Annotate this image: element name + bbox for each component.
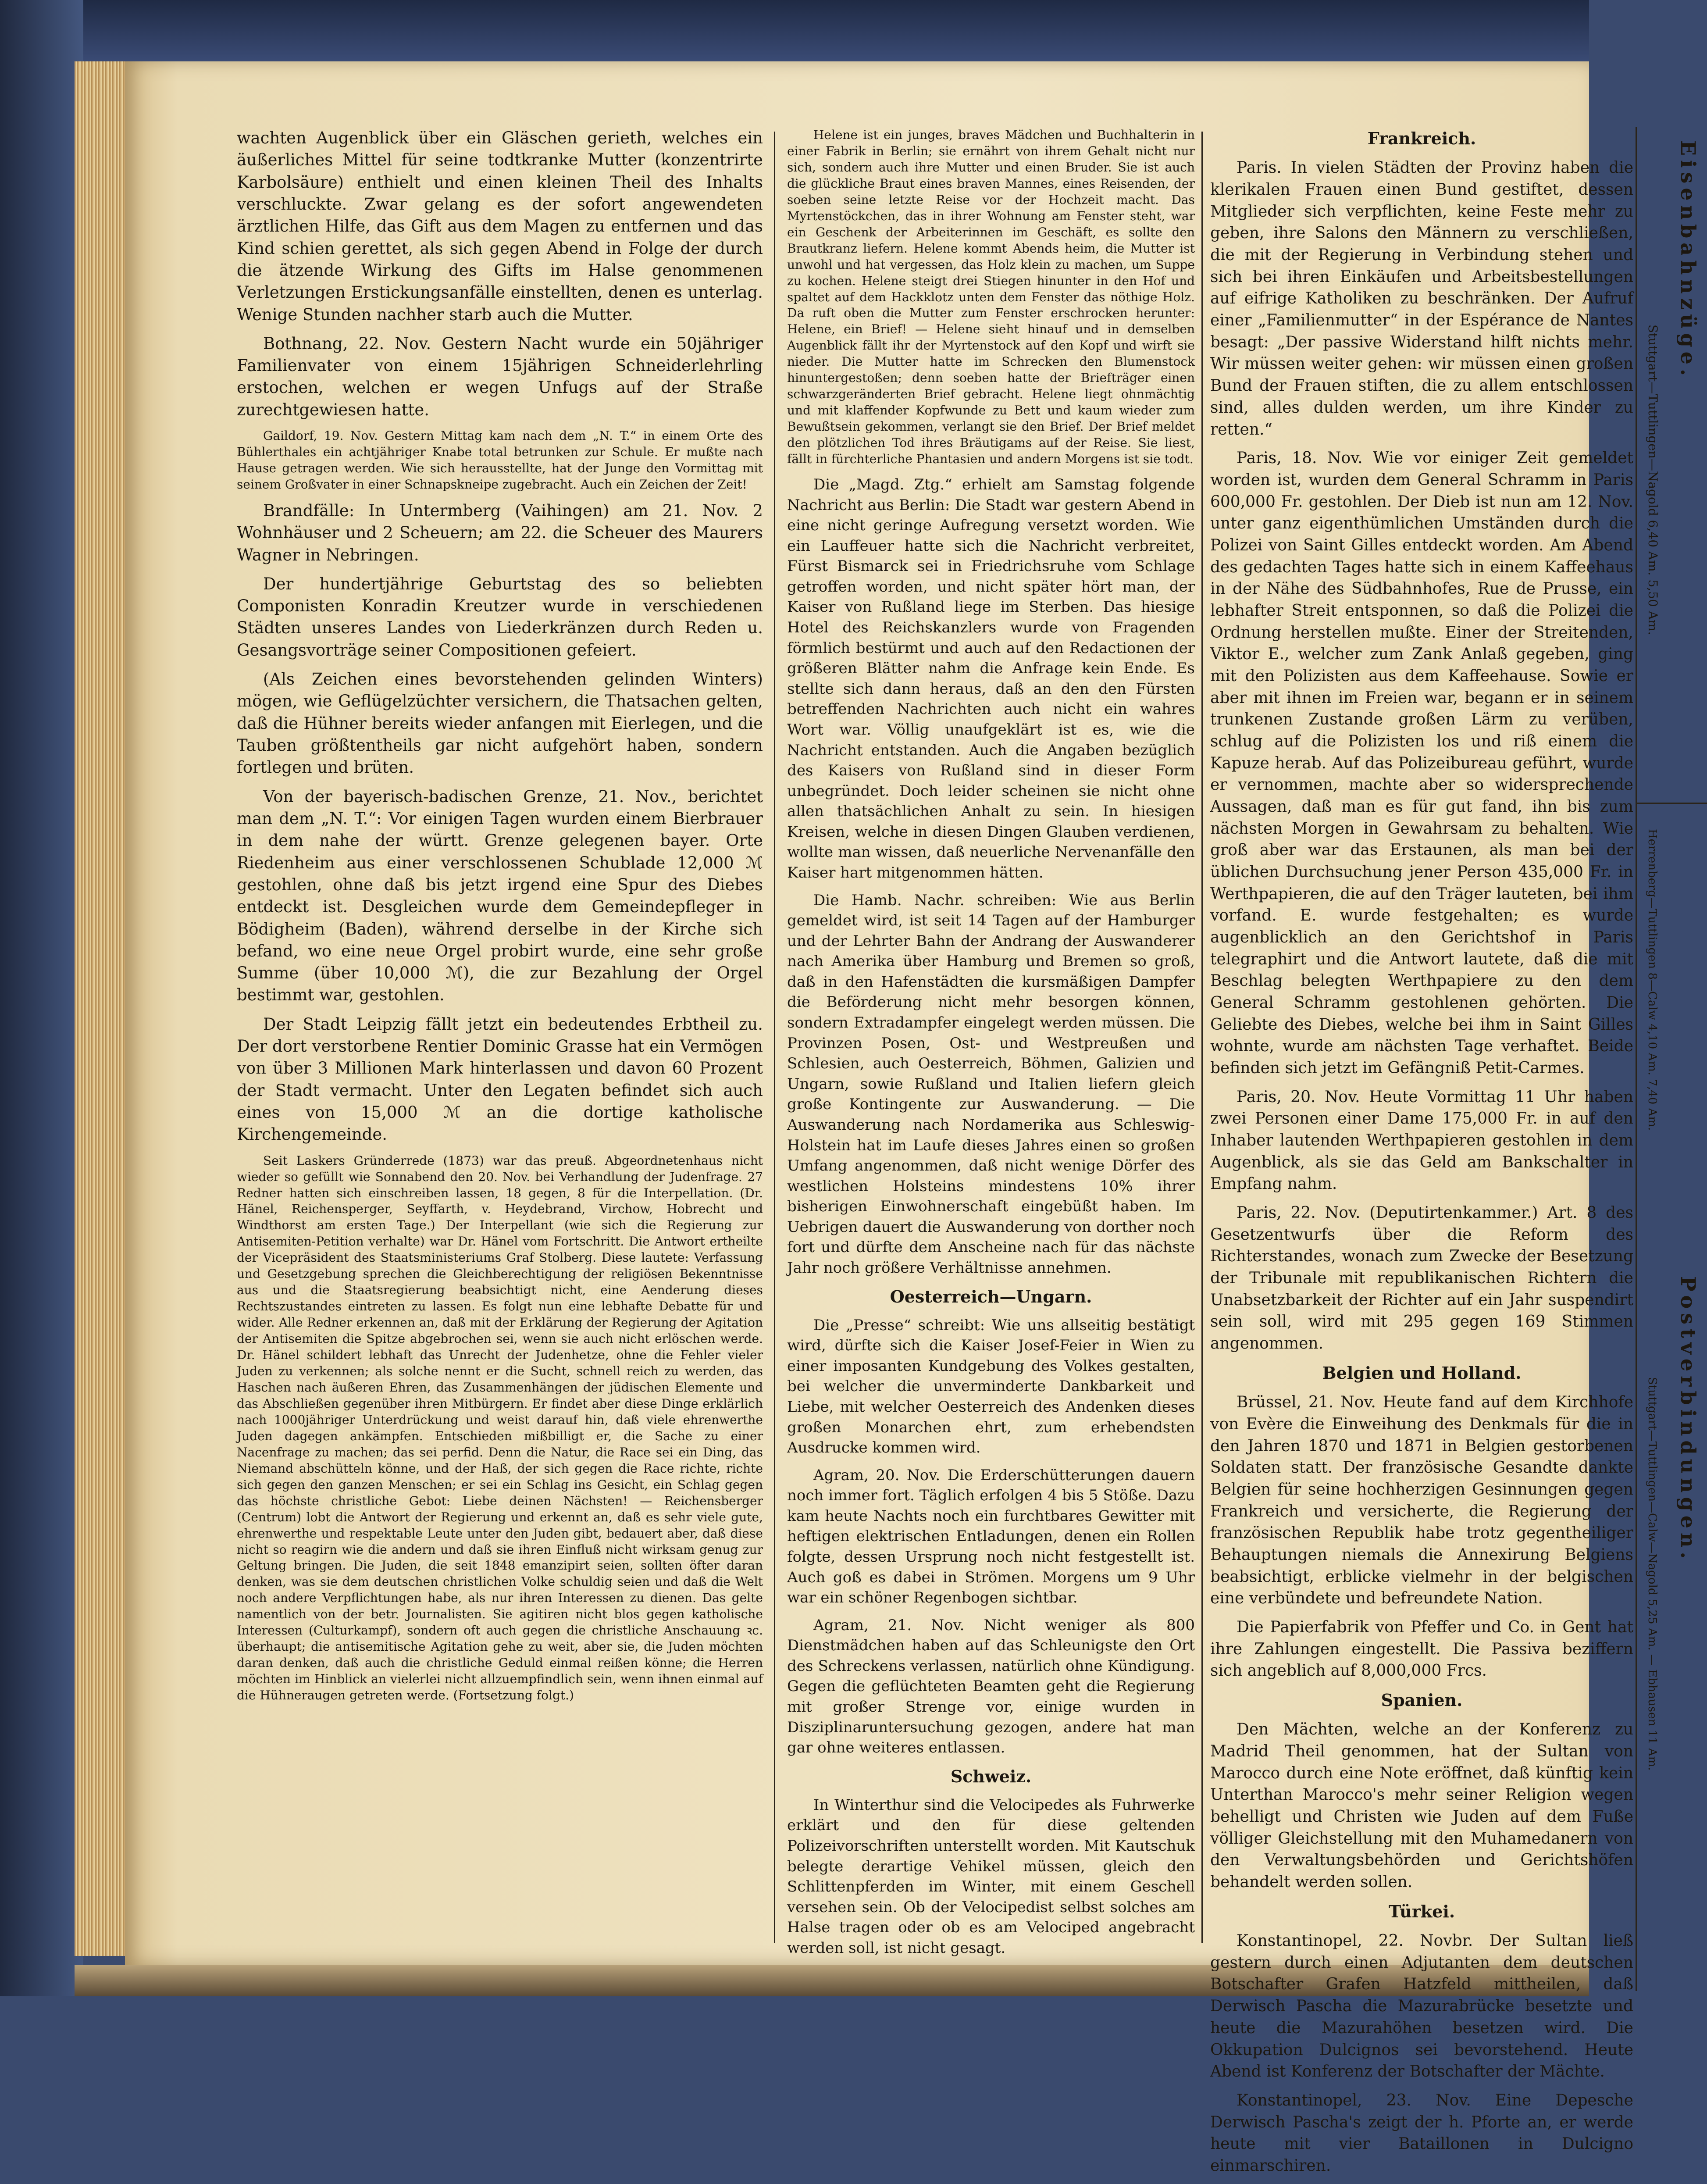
sidebar-post-line-bottom: Stuttgart—Tuttlingen—Calw—Nagold 5,25 Am. — Ebhausen 11 Am. xyxy=(1646,1377,1659,1771)
article-paragraph: Bothnang, 22. Nov. Gestern Nacht wurde ein 50jähriger Familienvater von einem 15jährigen Schneiderlehrling erstochen, welchen er wegen Unfugs auf der Straße zurechtgewiesen hatte. xyxy=(237,334,763,419)
article-paragraph: Den Mächten, welche an der Konferenz zu Madrid Theil genommen, hat der Sultan von Marocco durch eine Note eröffnet, daß künftig kein Unterthan Marocco's mehr seiner Religion wegen behelligt und Christen wie Juden auf dem Fuße völliger Gleichstellung mit den Muhamedanern von den Verwaltungsbehörden und Gerichtshöfen behandelt werden sollen. xyxy=(1210,1720,1633,1891)
article-paragraph: Die „Magd. Ztg.“ erhielt am Samstag folgende Nachricht aus Berlin: Die Stadt war gestern Abend in eine nicht geringe Aufregung versetzt worden. Wie ein Lauffeuer hatte sich die Nachricht verbreitet, Fürst Bismarck sei in Friedrichsruhe vom Schlage getroffen worden, und nicht später hört man, der Kaiser von Rußland liege im Sterben. Das hiesige Hotel des Reichskanzlers wurde von Fragenden förmlich bestürmt und auch auf den Redactionen der größeren Blätter nahm die Anfrage kein Ende. Es stellte sich dann heraus, daß an den den Fürsten betreffenden Nachrichten auch nicht ein wahres Wort war. Völlig unaufgeklärt ist es, wie die Nachricht entstanden. Auch die Angaben bezüglich des Kaisers von Rußland sind in dieser Form unbegründet. Doch leider scheinen sie nicht ohne allen thatsächlichen Anhalt zu sein. In hiesigen Kreisen, welche in diesen Dingen Glauben verdienen, wollte man wissen, daß neuerliche Nervenanfälle den Kaiser hart mitgenommen hätten. xyxy=(787,476,1195,881)
article-paragraph: Die Hamb. Nachr. schreiben: Wie aus Berlin gemeldet wird, ist seit 14 Tagen auf der Hamburger und der Lehrter Bahn der Andrang der Auswanderer nach Amerika über Hamburg und Bremen so groß, daß in den Hafenstädten die kursmäßigen Dampfer die Beförderung nicht mehr besorgen können, sondern Extradampfer eingelegt werden müssen. Die Provinzen Posen, Ost- und Westpreußen und Schlesien, auch Oesterreich, Böhmen, Galizien und Ungarn, sowie Rußland und Italien liefern gleich große Kontingente zur Auswanderung. — Die Auswanderung nach Nordamerika aus Schleswig-Holstein hat im Laufe dieses Jahres einen so großen Umfang angenommen, daß nicht wenige Dörfer des westlichen Holsteins mindestens 10% ihrer bisherigen Einwohnerschaft eingebüßt haben. Im Uebrigen dauert die Auswanderung von dorther noch fort und dürfte dem Anscheine nach für das nächste Jahr noch größere Verhältnisse annehmen. xyxy=(787,891,1195,1277)
article-paragraph: Der hundertjährige Geburtstag des so beliebten Componisten Konradin Kreutzer wurde in verschiedenen Städten unseres Landes von Liederkränzen durch Reden u. Gesangsvorträge seiner Compositionen gefeiert. xyxy=(237,574,763,660)
column-2 xyxy=(787,127,1195,1965)
section-heading: Belgien und Holland. xyxy=(1322,1363,1522,1383)
section-heading: Oesterreich—Ungarn. xyxy=(890,1286,1092,1306)
article-paragraph: Konstantinopel, 23. Nov. Eine Depesche Derwisch Pascha's zeigt der h. Pforte an, er werde heute mit vier Bataillonen in Dulcigno einmarschiren. xyxy=(1210,2091,1633,2175)
article-paragraph: Brüssel, 21. Nov. Heute fand auf dem Kirchhofe von Evère die Einweihung des Denkmals für die in den Jahren 1870 und 1871 in Belgien gestorbenen Soldaten statt. Der französische Gesandte dankte Belgien für seine hochherzigen Gesinnungen gegen Frankreich und versicherte, die Regierung der französischen Republik habe trotz gegentheiliger Behauptungen niemals die Annexirung Belgiens beabsichtigt, erblicke vielmehr in der belgischen eine verbündete und befreundete Nation. xyxy=(1210,1393,1633,1608)
book-cover-left xyxy=(0,0,83,1996)
article-paragraph: Brandfälle: In Untermberg (Vaihingen) am 21. Nov. 2 Wohnhäuser und 2 Scheuern; am 22. die Scheuer des Maurers Wagner in Nebringen. xyxy=(237,501,763,564)
sidebar-title-railway: Eisenbahnzüge. xyxy=(1676,140,1700,381)
section-heading: Spanien. xyxy=(1381,1690,1463,1710)
newspaper-page xyxy=(125,61,1700,2175)
article-paragraph: Paris, 20. Nov. Heute Vormittag 11 Uhr haben zwei Personen einer Dame 175,000 Fr. in auf den Inhaber lautenden Werthpapieren gestohlen in dem Augenblick, als sie das Geld am Bankschalter in Empfang nahm. xyxy=(1210,1088,1633,1193)
sidebar-post-line: Herrenberg—Tuttlingen 8—Calw 4,10 Am. 7,40 Am. xyxy=(1646,829,1659,1131)
article-paragraph: wachten Augenblick über ein Gläschen gerieth, welches ein äußerliches Mittel für seine todtkranke Mutter (konzentrirte Karbolsäure) enthielt und einen kleinen Theil des Inhalts verschluckte. Zwar gelang es der sofort angewendeten ärztlichen Hilfe, das Gift aus dem Magen zu entfernen und das Kind schien gerettet, als sich gegen Abend in Folge der durch die ätzende Wirkung des Gifts im Halse genommenen Verletzungen Erstickungsanfälle einstellten, denen es unterlag. Wenige Stunden nachher starb auch die Mutter. xyxy=(237,128,763,324)
timetable-sidebar xyxy=(1636,127,1707,1991)
article-paragraph: Der Stadt Leipzig fällt jetzt ein bedeutendes Erbtheil zu. Der dort verstorbene Rentier Dominic Grasse hat ein Vermögen von über 3 Millionen Mark hinterlassen und davon 60 Prozent der Stadt vermacht. Unter den Legaten befindet sich auch eines von 15,000 ℳ an die dortige katholische Kirchengemeinde. xyxy=(237,1014,763,1144)
article-paragraph: Paris. In vielen Städten der Provinz haben die klerikalen Frauen einen Bund gestiftet, dessen Mitglieder sich verpflichten, keine Feste mehr zu geben, ihre Salons den Männern zu verschließen, die mit der Regierung in Verbindung stehen und sich bei ihren Einkäufen und Arbeitsbestellungen auf eifrige Katholiken zu beschränken. Der Aufruf einer „Familienmutter“ in der Espérance de Nantes besagt: „Der passive Widerstand hilft nichts mehr. Wir müssen weiter gehen: wir müssen einen großen Bund der Frauen stiften, die zu allem entschlossen sind, alles dulden werden, um ihre Kinder zu retten.“ xyxy=(1210,159,1633,439)
column-3 xyxy=(1210,127,1633,2184)
column-rule xyxy=(774,132,775,1943)
sidebar-title-post: Postverbindungen. xyxy=(1676,1276,1700,1563)
article-paragraph: Die Papierfabrik von Pfeffer und Co. in Gent hat ihre Zahlungen eingestellt. Die Passiva beziffern sich angeblich auf 8,000,000 Frcs. xyxy=(1210,1618,1633,1680)
article-paragraph-small: Gaildorf, 19. Nov. Gestern Mittag kam nach dem „N. T.“ in einem Orte des Bühlerthales ein achtjähriger Knabe total betrunken zur Schule. Er mußte nach Hause getragen werden. Wie sich herausstellte, hat der Junge den Vormittag mit seinem Großvater in einer Schnapskneipe zugebracht. Auch ein Zeichen der Zeit! xyxy=(237,428,763,492)
article-paragraph: Paris, 18. Nov. Wie vor einiger Zeit gemeldet worden ist, wurden dem General Schramm in Paris 600,000 Fr. gestohlen. Der Dieb ist nun am 12. Nov. unter ganz eigenthümlichen Umständen durch die Polizei von Saint Gilles entdeckt worden. Am Abend des gedachten Tages hatte sich in einem Kaffeehaus in der Nähe des Südbahnhofes, Rue de Prusse, ein lebhafter Streit entsponnen, so daß die Polizei die Ordnung herstellen mußte. Einer der Streitenden, Viktor E., welcher zum Zank Anlaß gegeben, ging mit den Polizisten aus dem Kaffeehause. Sowie er aber mit ihnen im Freien war, begann er in seinem trunkenen Zustande großen Lärm zu verüben, schlug auf die Polizisten los und riß einem die Kapuze herab. Auf das Polizeibureau geführt, wurde er vernommen, machte aber so widersprechende Aussagen, daß man es für gut fand, ihn bis zum nächsten Morgen in Gewahrsam zu behalten. Wie groß aber war das Erstaunen, als man bei der üblichen Durchsuchung jener Person 435,000 Fr. in Werthpapieren, die auf den Träger lauteten, bei ihm vorfand. E. wurde festgehalten; es wurde augenblicklich an den Gerichtshof in Paris telegraphirt und die Antwort lautete, daß die mit Beschlag belegten Werthpapiere zu den dem General Schramm gestohlenen gehörten. Die Geliebte des Diebes, welche bei ihm in Saint Gilles wohnte, wurde am nächsten Tage verhaftet. Beide befinden sich jetzt im Gefängniß Petit-Carmes. xyxy=(1210,449,1633,1077)
article-paragraph: In Winterthur sind die Velocipedes als Fuhrwerke erklärt und den für diese geltenden Polizeivorschriften unterstellt worden. Mit Kautschuk belegte derartige Vehikel müssen, gleich den Schlittenpferden im Winter, mit einem Geschell versehen sein. Ob der Velocipedist selbst solches am Halse tragen oder ob es am Velociped angebracht werden soll, ist nicht gesagt. xyxy=(787,1796,1195,1957)
section-heading: Schweiz. xyxy=(950,1766,1032,1786)
article-paragraph: Agram, 21. Nov. Nicht weniger als 800 Dienstmädchen haben auf das Schleunigste den Ort des Schreckens verlassen, natürlich ohne Kündigung. Gegen die geflüchteten Beamten geht die Regierung mit großer Strenge vor, einige wurden in Disziplinaruntersuchung gezogen, andere hat man gar ohne weiteres entlassen. xyxy=(787,1616,1195,1757)
article-paragraph: (Als Zeichen eines bevorstehenden gelinden Winters) mögen, wie Geflügelzüchter versichern, die Thatsachen gelten, daß die Hühner bereits wieder anfangen mit Eierlegen, und die Tauben größtentheils gar nicht aufgehört haben, sondern fortlegen und brüten. xyxy=(237,670,763,777)
column-1 xyxy=(237,127,763,1711)
article-paragraph: Die „Presse“ schreibt: Wie uns allseitig bestätigt wird, dürfte sich die Kaiser Josef-Feier in Wien zu einer imposanten Kundgebung des Volkes gestalten, bei welcher die unverminderte Dankbarkeit und Liebe, mit welcher Oesterreich des Andenken dieses großen Monarchen ehrt, zum erhebendsten Ausdrucke kommen wird. xyxy=(787,1316,1195,1457)
article-paragraph: Konstantinopel, 22. Novbr. Der Sultan ließ gestern durch einen Adjutanten dem deutschen Botschafter Grafen Hatzfeld mittheilen, daß Derwisch Pascha die Mazurabrücke besetzte und heute die Mazurahöhen besetzen wird. Die Okkupation Dulcignos sei bevorstehend. Heute Abend ist Konferenz der Botschafter der Mächte. xyxy=(1210,1932,1633,2081)
column-rule xyxy=(1201,132,1203,1943)
article-paragraph-small: Helene ist ein junges, braves Mädchen und Buchhalterin in einer Fabrik in Berlin; sie ernährt von ihrem Gehalt nicht nur sich, sondern auch ihre Mutter und einen Bruder. Sie ist auch die glückliche Braut eines braven Mannes, eines Reisenden, der soeben seine letzte Reise vor der Hochzeit macht. Das Myrtenstöckchen, das in ihrer Wohnung am Fenster steht, war ein Geschenk der Arbeiterinnen im Geschäft, es sollte den Brautkranz liefern. Helene kommt Abends heim, die Mutter ist unwohl und hat vergessen, das Holz klein zu machen, um Suppe zu kochen. Helene steigt drei Stiegen hinunter in den Hof und spaltet auf dem Hackklotz unten dem Fenster das nöthige Holz. Da ruft oben die Mutter zum Fenster erschrocken herunter: Helene, ein Brief! — Helene sieht hinauf und in demselben Augenblick fällt ihr der Myrtenstock auf den Kopf und wirft sie nieder. Die Mutter hatte im Schrecken den Blumenstock hinuntergestoßen; denn soeben hatte der Briefträger einen schwarzgeränderten Brief gebracht. Helene liegt ohnmächtig und mit klaffender Kopfwunde zu Bett und kaum wieder zum Bewußtsein gekommen, verlangt sie den Brief. Der Brief meldet den plötzlichen Tod ihres Bräutigams auf der Reise. Sie liest, fällt in fürchterliche Phantasien und andern Morgens ist sie todt. xyxy=(787,128,1195,467)
book-cover-top xyxy=(0,0,1589,66)
page-edges xyxy=(75,61,129,1956)
article-paragraph: Agram, 20. Nov. Die Erderschütterungen dauern noch immer fort. Täglich erfolgen 4 bis 5 Stöße. Dazu kam heute Nachts noch ein furchtbares Gewitter mit heftigen elektrischen Entladungen, denen ein Rollen folgte, dessen Ursprung noch nicht festgestellt ist. Auch goß es dabei in Strömen. Morgens um 9 Uhr war ein schöner Regenbogen sichtbar. xyxy=(787,1466,1195,1607)
article-paragraph: Von der bayerisch-badischen Grenze, 21. Nov., berichtet man dem „N. T.“: Vor einigen Tagen wurden einem Bierbrauer in dem nahe der württ. Grenze gelegenen bayer. Orte Riedenheim aus einer verschlossenen Schublade 12,000 ℳ gestohlen, ohne daß bis jetzt irgend eine Spur des Diebes entdeckt ist. Desgleichen wurde dem Gemeindepfleger in Bödigheim (Baden), während derselbe in der Kirche sich befand, wo eine neue Orgel probirt wurde, eine sehr große Summe (über 10,000 ℳ), die zur Bezahlung der Orgel bestimmt war, gestohlen. xyxy=(237,787,763,1005)
sidebar-divider xyxy=(1637,803,1707,804)
article-paragraph: Paris, 22. Nov. (Deputirtenkammer.) Art. 8 des Gesetzentwurfs über die Reform des Richterstandes, wonach zum Zwecke der Besetzung der Tribunale mit republikanischen Richtern die Unabsetzbarkeit der Richter auf ein Jahr suspendirt sein soll, wird mit 295 gegen 169 Stimmen angenommen. xyxy=(1210,1204,1633,1353)
sidebar-railway-line: Stuttgart—Tuttlingen—Nagold 6,40 Am. 5,50 Am. xyxy=(1646,325,1660,635)
article-paragraph-small: Seit Laskers Gründerrede (1873) war das preuß. Abgeordnetenhaus nicht wieder so gefüllt wie Sonnabend den 20. Nov. bei Verhandlung der Judenfrage. 27 Redner hatten sich einschreiben lassen, 18 gegen, 8 für die Interpellation. (Dr. Hänel, Reichensperger, Seyffarth, v. Heydebrand, Virchow, Hobrecht und Windthorst am ersten Tage.) Der Interpellant (wie sich die Regierung zur Antisemiten-Petition verhalte) war Dr. Hänel vom Fortschritt. Die Antwort ertheilte der Vicepräsident des Staatsministeriums Graf Stolberg. Diese lautete: Verfassung und Gesetzgebung sprechen die Gleichberechtigung der religiösen Bekenntnisse aus und die Staatsregierung beabsichtigt nicht, eine Aenderung dieses Rechtszustandes eintreten zu lassen. Es folgt nun eine lebhafte Debatte für und wider. Alle Redner erkennen an, daß mit der Erklärung der Regierung der Agitation der Antisemiten die Spitze abgebrochen sei, wenn sie auch nicht erlöschen werde. Dr. Hänel schildert lebhaft das Unrecht der Judenhetze, ohne die Fehler vieler Juden zu verkennen; als solche nennt er die Sucht, schnell reich zu werden, das Haschen nach äußeren Ehren, das Zusammenhängen der jüdischen Elemente und das Abschließen gegenüber ihren Mitbürgern. Er findet aber diese Dinge erklärlich nach 1000jähriger Unterdrückung und weist darauf hin, daß viele ehrenwerthe Juden dagegen ankämpfen. Entschieden mißbilligt er, die Sache zu einer Nacenfrage zu machen; das sei perfid. Denn die Natur, die Race sei ein Ding, das Niemand abschütteln könne, und der Haß, der sich gegen die Race richte, richte sich gegen den ganzen Menschen; er sei ein Schlag ins Gesicht, ein Schlag gegen das höchste christliche Gebot: Liebe deinen Nächsten! — Reichensberger (Centrum) lobt die Antwort der Regierung und erkennt an, daß es sehr viele gute, ehrenwerthe und respektable Leute unter den Juden gibt, bedauert aber, daß diese nicht so reagirn wie die andern und daß sie ihren Einfluß nicht wirksam genug zur Geltung bringen. Die Juden, die seit 1848 emanzipirt seien, sollten öfter daran denken, was sie dem deutschen christlichen Volke schuldig seien und daß die Welt noch andere Verpflichtungen habe, als nur ihren Interessen zu dienen. Das gelte namentlich von der betr. Journalisten. Sie agitiren nicht blos gegen katholische Interessen (Culturkampf), sondern oft auch gegen die christliche Anschauung ꝛc. überhaupt; die antisemitische Agitation gehe zu weit, aber sie, die Juden möchten daran denken, daß auch die christliche Geduld einmal reißen könne; die Herren möchten im Hinblick an vielerlei nicht allzuempfindlich sein, wenn ihnen einmal auf die Hühneraugen getreten werde. (Fortsetzung folgt.) xyxy=(237,1153,763,1703)
section-heading: Türkei. xyxy=(1388,1901,1455,1921)
section-heading: Frankreich. xyxy=(1367,128,1476,148)
